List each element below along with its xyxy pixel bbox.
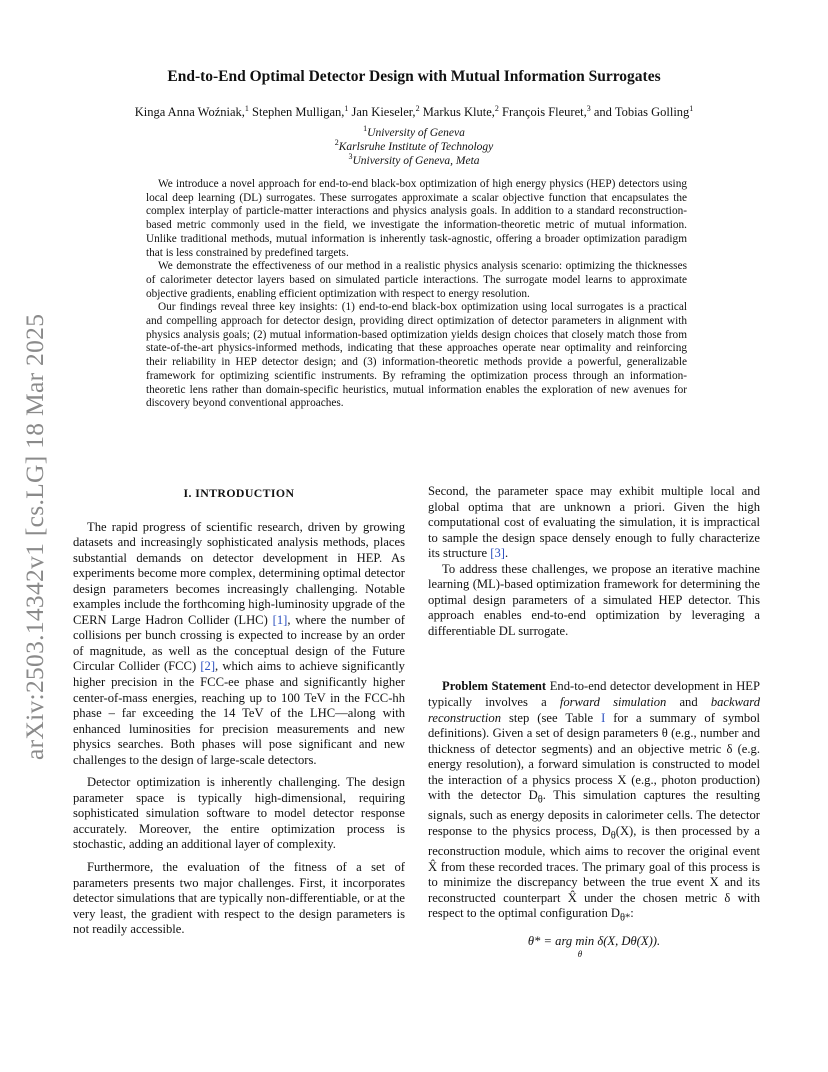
author: and Tobias Golling <box>593 105 690 120</box>
text-run: : <box>630 906 634 921</box>
equation-subscript: θ <box>577 948 583 959</box>
author-affiliation-mark: 1 <box>344 104 349 113</box>
equation-text: θ* = arg min δ(X, Dθ(X)). <box>527 934 661 949</box>
text-run: backward reconstruction <box>428 695 761 725</box>
affiliation-name: University of Geneva, Meta <box>352 154 480 167</box>
abstract-paragraph: We demonstrate the effectiveness of our method in a realistic physics analysis scenario: optimizing the thicknesses of calorimeter detector layers based on simulated particle interactions. The surrogate model learns to approximate objective gradients, enabling efficient optimization with respect to energy resolution. <box>146 260 687 300</box>
left-column <box>73 484 405 938</box>
citation-link[interactable]: [1] <box>272 612 288 627</box>
section-heading: I. INTRODUCTION <box>183 486 295 500</box>
author-list <box>0 104 828 120</box>
author: Kinga Anna Woźniak, <box>134 105 245 120</box>
subscript: θ <box>610 830 616 842</box>
abstract-paragraph: We introduce a novel approach for end-to-end black-box optimization of high energy physics (HEP) detectors using local deep learning (DL) surrogates. These surrogates approximate a scalar objective function that encapsulates the complex interplay of particle-matter interactions and physics analysis goals. In addition to a standard reconstruction-based metric commonly used in the field, we investigate the information-theoretic metric of mutual information. Unlike traditional methods, mutual information is inherently task-agnostic, offering a broader optimization paradigm that is less constrained by predefined targets. <box>146 178 687 259</box>
text-run: , where the number of collisions per bunch crossing is expected to increase by an order of magnitude, as well as the conceptual design of the Future Circular Collider (FCC) <box>73 612 405 674</box>
citation-link[interactable]: [3] <box>490 546 505 561</box>
body-paragraph: Detector optimization is inherently challenging. The design parameter space is typically high-dimensional, requiring sophisticated simulation software to model detector response accurately. Moreover, the entire optimization process is stochastic, adding an additional layer of complexity. <box>73 775 405 852</box>
text-run: Second, the parameter space may exhibit multiple local and global optima that are unknown a priori. Given the high computational cost of evaluating the simulation, it is impractical to sample the design space densely enough to fully characterize its structure <box>428 484 760 561</box>
affiliation-number: 1 <box>363 124 368 133</box>
author-affiliation-mark: 2 <box>494 104 499 113</box>
author-affiliation-mark: 2 <box>415 104 420 113</box>
table-reference-link[interactable]: I <box>601 710 606 725</box>
abstract <box>146 178 687 411</box>
problem-statement-paragraph <box>428 679 760 926</box>
paper-title: End-to-End Optimal Detector Design with Mutual Information Surrogates <box>167 68 661 85</box>
body-paragraph <box>73 520 405 769</box>
text-run: for a summary of symbol definitions). Given a set of design parameters θ (e.g., number and thickness of detector segments) and an objective metric δ (e.g. energy resolution), a forward simulation is constructed to model the interaction of a physics process X (e.g., photon production) with the detector D <box>428 710 761 803</box>
subscript: θ <box>537 794 543 806</box>
text-run: and <box>666 695 711 710</box>
author-affiliation-mark: 1 <box>244 104 249 113</box>
affiliation-3 <box>0 152 828 167</box>
author: Markus Klute, <box>422 105 495 120</box>
affiliation-number: 2 <box>334 138 339 147</box>
abstract-paragraph: Our findings reveal three key insights: (1) end-to-end black-box optimization using local surrogates is a practical and compelling approach for detector design, providing direct optimization of detector parameters in alignment with physics analysis goals; (2) mutual information-based optimization yields design choices that closely match those from state-of-the-art physics-informed methods, indicating that these approaches operate near optimality and reinforcing their reliability in HEP detector design; and (3) information-theoretic methods provide a powerful, generalizable framework for optimizing scientific instruments. By reframing the optimization process through an information-theoretic lens rather than domain-specific heuristics, mutual information enables the exploration of new avenues for discovery beyond conventional approaches. <box>146 301 687 410</box>
affiliation-name: Karlsruhe Institute of Technology <box>338 140 494 153</box>
text-run: The rapid progress of scientific research, driven by growing datasets and increasingly sophisticated analysis methods, places substantial demands on detector development in HEP. As experiments become more complex, determining optimal detector design parameters becomes increasingly challenging. Notable examples include the forthcoming high-luminosity upgrade of the CERN Large Hadron Collider (LHC) <box>73 519 405 627</box>
equation <box>428 934 760 962</box>
text-run: End-to-end detector development in HEP typically involves a <box>428 679 760 710</box>
text-run: . <box>504 546 509 561</box>
text-run: step (see Table <box>501 710 602 725</box>
text-run: forward simulation <box>559 695 667 710</box>
text-run: . This simulation captures the resulting signals, such as energy deposits in calorimeter cells. The detector response to the physics process, D <box>428 788 760 838</box>
author: Jan Kieseler, <box>351 105 416 120</box>
affiliation-1 <box>0 124 828 139</box>
arxiv-stamp: arXiv:2503.14342v1 [cs.LG] 18 Mar 2025 <box>20 313 49 760</box>
author: François Fleuret, <box>502 105 587 120</box>
body-paragraph: Furthermore, the evaluation of the fitness of a set of parameters presents two major challenges. First, it incorporates detector simulations that are typically non-differentiable, or at the very least, the gradient with respect to the design parameters is not readily accessible. <box>73 860 405 937</box>
body-paragraph: To address these challenges, we propose an iterative machine learning (ML)-based optimization framework for determining the optimal design parameters of a simulated HEP detector. This approach enables end-to-end optimization by leveraging a differentiable DL surrogate. <box>428 561 760 638</box>
citation-link[interactable]: [2] <box>200 659 216 674</box>
text-run: , which aims to achieve significantly higher precision in the FCC-ee phase and significantly higher center-of-mass energies, reaching up to 100 TeV in the FCC-hh phase – far exceeding the 14 TeV of the LHC—along with enhanced luminosities for precision measurements and new physics searches. Both phases will pose significant and new challenges to the design of large-scale detectors. <box>73 659 405 767</box>
author: Stephen Mulligan, <box>252 105 345 120</box>
right-column <box>428 484 760 962</box>
problem-statement-heading: Problem Statement <box>442 679 547 694</box>
affiliation-number: 3 <box>348 152 353 161</box>
affiliation-name: University of Geneva <box>367 126 465 139</box>
author-affiliation-mark: 1 <box>689 104 694 113</box>
subscript: θ* <box>620 912 631 924</box>
author-affiliation-mark: 3 <box>586 104 591 113</box>
affiliation-2 <box>0 138 828 153</box>
body-paragraph <box>428 484 760 562</box>
text-run: (X), is then processed by a reconstruction module, which aims to recover the original event X̂ from these recorded traces. The primary goal of this process is to minimize the discrepancy between the true event X and its reconstructed counterpart X̂ under the chosen metric δ with respect to the optimal configuration D <box>428 823 760 921</box>
